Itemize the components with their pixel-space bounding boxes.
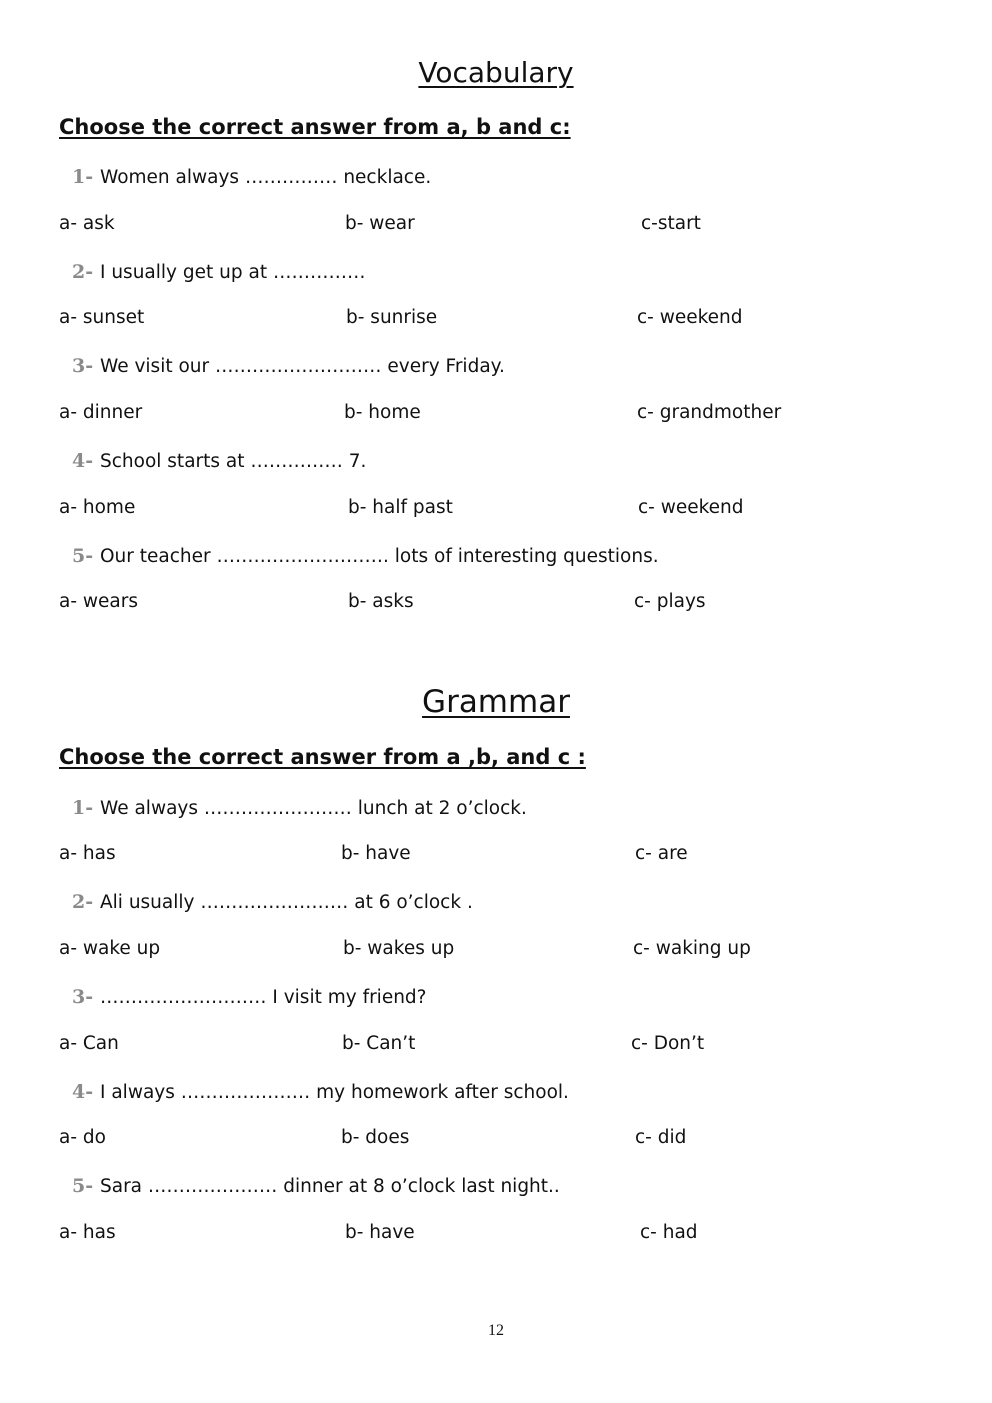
question-text: I usually get up at …………… (100, 262, 366, 283)
question-text: We visit our ……………………… every Friday. (100, 356, 505, 377)
vocab-question-5 (72, 545, 659, 567)
grammar-q2-option-b[interactable]: b- wakes up (343, 938, 455, 959)
question-number: 1- (72, 797, 94, 819)
grammar-question-2 (72, 891, 473, 913)
question-text: Our teacher ………………………. lots of interesting questions. (100, 546, 659, 567)
question-number: 4- (72, 1081, 94, 1103)
vocabulary-instruction: Choose the correct answer from a, b and c: (59, 115, 571, 139)
vocab-q5-option-a[interactable]: a- wears (59, 591, 138, 612)
question-number: 4- (72, 450, 94, 472)
vocab-q3-option-c[interactable]: c- grandmother (637, 402, 782, 423)
vocab-q3-option-a[interactable]: a- dinner (59, 402, 143, 423)
question-text: Sara ………………… dinner at 8 o’clock last night.. (100, 1176, 560, 1197)
grammar-q4-option-a[interactable]: a- do (59, 1127, 106, 1148)
vocab-question-4 (72, 450, 366, 472)
grammar-question-1 (72, 797, 527, 819)
grammar-q2-option-c[interactable]: c- waking up (633, 938, 751, 959)
question-text: I always ………………… my homework after school. (100, 1082, 569, 1103)
grammar-question-5 (72, 1175, 560, 1197)
vocab-question-1 (72, 166, 431, 188)
grammar-instruction: Choose the correct answer from a ,b, and c : (59, 745, 586, 769)
question-number: 3- (72, 355, 94, 377)
question-text: We always …………………… lunch at 2 o’clock. (100, 798, 527, 819)
vocabulary-title: Vocabulary (418, 56, 574, 89)
question-number: 2- (72, 261, 94, 283)
vocab-q1-option-c[interactable]: c-start (641, 213, 701, 234)
grammar-q5-option-a[interactable]: a- has (59, 1222, 116, 1243)
grammar-title: Grammar (422, 684, 570, 720)
vocab-q2-option-b[interactable]: b- sunrise (346, 307, 438, 328)
vocab-q1-option-b[interactable]: b- wear (345, 213, 415, 234)
question-number: 3- (72, 986, 94, 1008)
grammar-q3-option-b[interactable]: b- Can’t (342, 1033, 416, 1054)
grammar-question-4 (72, 1081, 569, 1103)
grammar-question-3 (72, 986, 427, 1008)
grammar-q5-option-c[interactable]: c- had (640, 1222, 698, 1243)
question-number: 5- (72, 1175, 94, 1197)
question-number: 1- (72, 166, 94, 188)
question-text: Ali usually …………………… at 6 o’clock . (100, 892, 473, 913)
grammar-q1-option-b[interactable]: b- have (341, 843, 411, 864)
vocab-q4-option-c[interactable]: c- weekend (638, 497, 744, 518)
vocab-question-3 (72, 355, 505, 377)
grammar-q1-option-c[interactable]: c- are (635, 843, 688, 864)
grammar-q4-option-b[interactable]: b- does (341, 1127, 410, 1148)
vocab-q5-option-c[interactable]: c- plays (634, 591, 706, 612)
vocab-q5-option-b[interactable]: b- asks (348, 591, 414, 612)
vocab-q4-option-a[interactable]: a- home (59, 497, 136, 518)
grammar-q3-option-a[interactable]: a- Can (59, 1033, 119, 1054)
grammar-q5-option-b[interactable]: b- have (345, 1222, 415, 1243)
grammar-q2-option-a[interactable]: a- wake up (59, 938, 161, 959)
question-number: 2- (72, 891, 94, 913)
vocab-q1-option-a[interactable]: a- ask (59, 213, 115, 234)
grammar-q3-option-c[interactable]: c- Don’t (631, 1033, 705, 1054)
question-number: 5- (72, 545, 94, 567)
vocab-q2-option-a[interactable]: a- sunset (59, 307, 145, 328)
question-text: Women always …………… necklace. (100, 167, 432, 188)
vocab-q2-option-c[interactable]: c- weekend (637, 307, 743, 328)
page-number: 12 (488, 1322, 504, 1339)
vocab-q4-option-b[interactable]: b- half past (348, 497, 453, 518)
vocab-question-2 (72, 261, 365, 283)
grammar-q1-option-a[interactable]: a- has (59, 843, 116, 864)
vocab-q3-option-b[interactable]: b- home (344, 402, 421, 423)
question-text: School starts at …………… 7. (100, 451, 367, 472)
question-text: ……………………… I visit my friend? (100, 987, 427, 1008)
grammar-q4-option-c[interactable]: c- did (635, 1127, 687, 1148)
